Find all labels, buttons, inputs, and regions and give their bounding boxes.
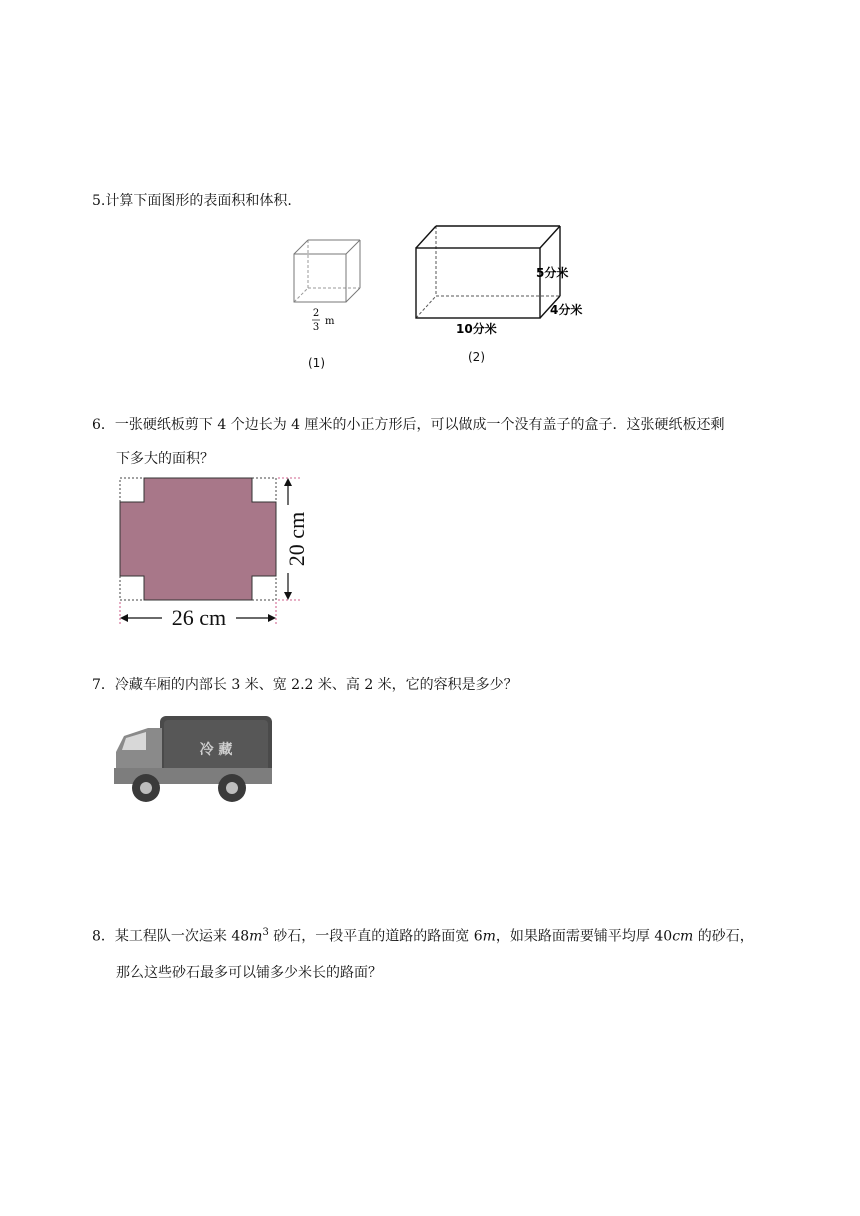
cube-edge-numerator: 2 bbox=[312, 308, 320, 319]
prism-width-label: 4分米 bbox=[550, 303, 583, 317]
prism-height-label: 5分米 bbox=[536, 266, 569, 280]
question-8-line-1: 8．某工程队一次运来 $48m^3$ 砂石，一段平直的道路的路面宽 6m，如果路面需要铺平均厚 40cm 的砂石， bbox=[92, 927, 754, 945]
question-7-text: 7．冷藏车厢的内部长 3 米、宽 2.2 米、高 2 米，它的容积是多少？ bbox=[92, 677, 518, 693]
question-6-line-2: 下多大的面积？ bbox=[116, 451, 214, 467]
truck-label: 冷 藏 bbox=[199, 742, 233, 758]
figure-1-caption: (1) bbox=[308, 356, 325, 370]
cardboard-height-label: 20 cm bbox=[284, 511, 309, 567]
cardboard-figure bbox=[110, 472, 310, 632]
question-6-line-1: 6．一张硬纸板剪下 4 个边长为 4 厘米的小正方形后，可以做成一个没有盖子的盒子．这张硬纸板还剩 bbox=[92, 417, 725, 433]
rectangular-prism-figure bbox=[410, 222, 600, 340]
cube-figure bbox=[288, 234, 368, 354]
prism-length-label: 10分米 bbox=[456, 322, 497, 336]
cube-edge-denominator: 3 bbox=[312, 322, 320, 333]
question-5-text: 5.计算下面图形的表面积和体积. bbox=[92, 193, 292, 209]
cardboard-width-label: 26 cm bbox=[171, 605, 227, 630]
figure-2-caption: (2) bbox=[468, 350, 485, 364]
question-8-line-2: 那么这些砂石最多可以铺多少米长的路面？ bbox=[116, 965, 382, 981]
cube-edge-unit: m bbox=[325, 316, 335, 327]
refrigerated-truck-figure bbox=[110, 708, 280, 808]
